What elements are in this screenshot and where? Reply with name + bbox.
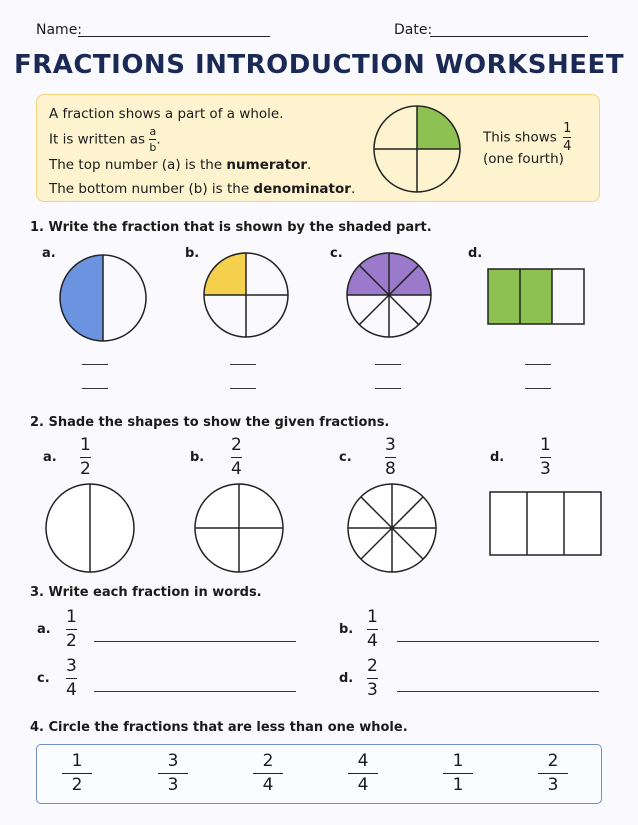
- q2-shape-b[interactable]: [193, 482, 285, 574]
- fraction-bar: [253, 773, 283, 774]
- denominator: 4: [262, 775, 274, 795]
- q3-fraction-c: [66, 658, 77, 699]
- denominator: 3: [167, 775, 179, 795]
- q4-fraction-5[interactable]: [443, 753, 473, 794]
- denominator: 1: [452, 775, 464, 795]
- intro-quarter-circle: [372, 104, 462, 194]
- name-label: Name:: [36, 22, 83, 38]
- intro-line-4-suffix: .: [350, 181, 356, 197]
- q4-fraction-6[interactable]: [538, 753, 568, 794]
- q3-answer-c[interactable]: [94, 691, 296, 692]
- numerator: 2: [262, 751, 274, 771]
- rect-outline: [490, 492, 601, 555]
- denominator: 3: [367, 680, 378, 700]
- intro-line-2-suffix: .: [156, 131, 161, 148]
- q3-fraction-d: [367, 658, 378, 699]
- q2-shape-c[interactable]: [346, 482, 438, 574]
- denominator: 3: [547, 775, 559, 795]
- q1-shape-a: [58, 253, 148, 343]
- fraction-bar: [66, 629, 77, 630]
- denominator-term: denominator: [253, 181, 351, 197]
- date-label: Date:: [394, 22, 433, 38]
- numerator: 2: [231, 435, 242, 455]
- numerator: 2: [367, 656, 378, 676]
- denominator: 2: [66, 631, 77, 651]
- numerator: 3: [167, 751, 179, 771]
- q4-fraction-3[interactable]: [253, 753, 283, 794]
- denominator: 4: [563, 139, 572, 154]
- numerator: 1: [367, 607, 378, 627]
- q1-label-a: a.: [42, 246, 56, 261]
- q1-shape-b: [202, 251, 290, 339]
- intro-line-3: [49, 153, 355, 177]
- fraction-bar: [540, 457, 551, 458]
- q2-shape-d[interactable]: [489, 491, 603, 557]
- numerator: 1: [71, 751, 83, 771]
- q1-answer-d-numerator[interactable]: [525, 364, 551, 365]
- q1-answer-c-numerator[interactable]: [375, 364, 401, 365]
- denominator: 4: [367, 631, 378, 651]
- denominator: 4: [357, 775, 369, 795]
- intro-line-2: [49, 126, 355, 153]
- q1-shape-d: [487, 268, 585, 326]
- denominator: 8: [385, 459, 396, 479]
- q3-prompt: 3. Write each fraction in words.: [30, 585, 262, 600]
- q4-fraction-box: [36, 744, 602, 804]
- fraction-bar: [563, 137, 571, 138]
- q2-prompt: 2. Shade the shapes to show the given fractions.: [30, 415, 390, 430]
- fraction-bar: [66, 678, 77, 679]
- intro-line-1: A fraction shows a part of a whole.: [49, 106, 284, 122]
- numerator: 1: [540, 435, 551, 455]
- fraction-bar: [367, 629, 378, 630]
- q1-answer-d-denominator[interactable]: [525, 388, 551, 389]
- q1-answer-a-numerator[interactable]: [82, 364, 108, 365]
- fraction-bar: [538, 773, 568, 774]
- q2-label-a: a.: [43, 450, 57, 465]
- q1-answer-b-denominator[interactable]: [230, 388, 256, 389]
- numerator: 2: [547, 751, 559, 771]
- intro-line-4: [49, 177, 355, 201]
- q1-prompt: 1. Write the fraction that is shown by the shaded part.: [30, 220, 432, 235]
- numerator: 1: [80, 435, 91, 455]
- q2-fraction-d: [540, 437, 551, 478]
- fraction-bar: [443, 773, 473, 774]
- fraction-bar: [385, 457, 396, 458]
- page-title: FRACTIONS INTRODUCTION WORKSHEET: [13, 50, 625, 80]
- denominator: 3: [540, 459, 551, 479]
- q3-label-c: c.: [37, 671, 50, 686]
- denominator: 2: [71, 775, 83, 795]
- q3-label-a: a.: [37, 622, 51, 637]
- generic-denominator: b: [149, 141, 157, 154]
- q3-label-b: b.: [339, 622, 354, 637]
- fraction-bar: [158, 773, 188, 774]
- fraction-bar: [62, 773, 92, 774]
- q1-answer-c-denominator[interactable]: [375, 388, 401, 389]
- q2-fraction-a: [80, 437, 91, 478]
- q4-prompt: 4. Circle the fractions that are less than one whole.: [30, 720, 408, 735]
- q4-fraction-4[interactable]: [348, 753, 378, 794]
- q3-answer-d[interactable]: [397, 691, 599, 692]
- q3-answer-b[interactable]: [397, 641, 599, 642]
- q2-fraction-c: [385, 437, 396, 478]
- q2-label-d: d.: [490, 450, 505, 465]
- fraction-bar: [80, 457, 91, 458]
- numerator-term: numerator: [226, 157, 308, 173]
- q1-shape-c: [345, 251, 433, 339]
- numerator: 1: [452, 751, 464, 771]
- q3-label-d: d.: [339, 671, 354, 686]
- numerator: 4: [357, 751, 369, 771]
- intro-line-2-text: It is written as: [49, 131, 146, 148]
- q1-label-d: d.: [468, 246, 483, 261]
- q1-answer-a-denominator[interactable]: [82, 388, 108, 389]
- q2-label-c: c.: [339, 450, 352, 465]
- q1-label-c: c.: [330, 246, 343, 261]
- numerator: 1: [563, 121, 572, 136]
- shows-words: (one fourth): [483, 151, 564, 167]
- numerator: 3: [66, 656, 77, 676]
- q2-fraction-b: [231, 437, 242, 478]
- date-field[interactable]: [430, 36, 588, 37]
- intro-line-3-suffix: .: [307, 157, 312, 173]
- q3-fraction-b: [367, 609, 378, 650]
- q4-fraction-1[interactable]: [62, 753, 92, 794]
- q3-fraction-a: [66, 609, 77, 650]
- shaded-half: [60, 255, 103, 341]
- shows-fraction: [563, 122, 571, 153]
- q4-fraction-2[interactable]: [158, 753, 188, 794]
- q3-answer-a[interactable]: [94, 641, 296, 642]
- fraction-bar: [367, 678, 378, 679]
- numerator: 3: [385, 435, 396, 455]
- fraction-bar: [348, 773, 378, 774]
- q1-answer-b-numerator[interactable]: [230, 364, 256, 365]
- numerator: 1: [66, 607, 77, 627]
- intro-shows: [483, 122, 571, 153]
- denominator: 2: [80, 459, 91, 479]
- intro-line-3-text: The top number (a) is the: [49, 157, 227, 173]
- denominator: 4: [231, 459, 242, 479]
- q2-shape-a[interactable]: [44, 482, 136, 574]
- shows-label: This shows: [483, 129, 557, 146]
- intro-text: [49, 102, 355, 201]
- denominator: 4: [66, 680, 77, 700]
- intro-line-4-text: The bottom number (b) is the: [49, 181, 254, 197]
- name-field[interactable]: [78, 36, 270, 37]
- q2-label-b: b.: [190, 450, 205, 465]
- q1-label-b: b.: [185, 246, 200, 261]
- generic-numerator: a: [149, 125, 157, 138]
- fraction-bar: [231, 457, 242, 458]
